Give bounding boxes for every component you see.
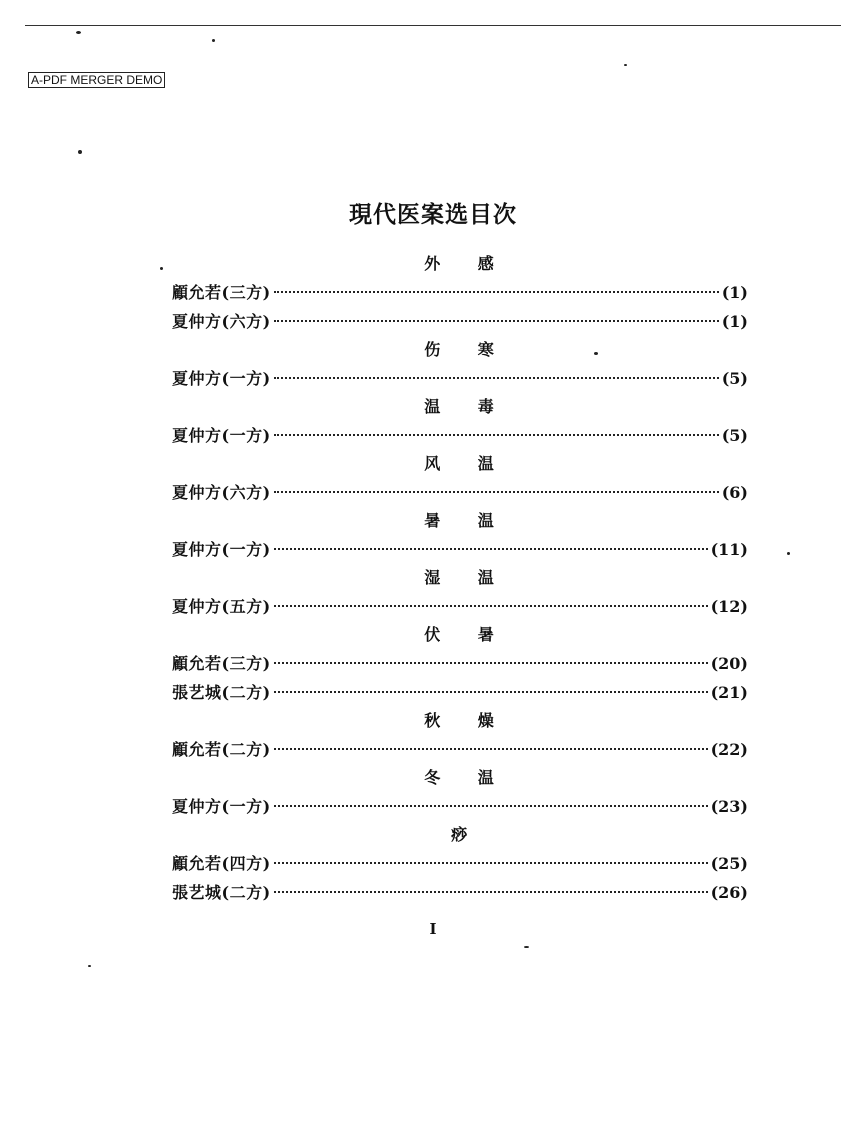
scan-speck: [524, 946, 529, 948]
section-heading: 湿 温: [424, 568, 496, 587]
section-heading: 外 感: [424, 254, 496, 273]
toc-entry-page: (22): [710, 740, 748, 759]
dot-leader: [274, 604, 708, 607]
toc-entry-page: (11): [710, 540, 748, 559]
toc-entry: [172, 792, 748, 821]
toc-entry: [172, 307, 748, 336]
scan-speck: [88, 965, 91, 967]
dot-leader: [274, 376, 719, 379]
toc-entry-name: 張艺城(二方): [172, 883, 271, 902]
section-heading: 伤 寒: [424, 340, 496, 359]
toc-entry-page: (6): [721, 483, 748, 502]
toc-entry: [172, 678, 748, 707]
toc-entry-page: (20): [710, 654, 748, 673]
toc-entry-name: 顧允若(三方): [172, 654, 271, 673]
toc-entry-name: 夏仲方(一方): [172, 797, 271, 816]
section-heading: 秋 燥: [424, 711, 496, 730]
toc-entry-name: 夏仲方(一方): [172, 369, 271, 388]
toc-entry-page: (25): [710, 854, 748, 873]
toc-entry-page: (26): [710, 883, 748, 902]
top-rule: [25, 25, 841, 26]
toc-entry-page: (23): [710, 797, 748, 816]
dot-leader: [274, 747, 708, 750]
dot-leader: [274, 804, 708, 807]
section-heading: 冬 温: [424, 768, 496, 787]
scan-speck: [212, 39, 215, 42]
dot-leader: [274, 490, 719, 493]
toc-entry-name: 夏仲方(六方): [172, 312, 271, 331]
toc-entry-page: (21): [710, 683, 748, 702]
table-of-contents: [172, 250, 748, 907]
toc-entry: [172, 649, 748, 678]
toc-entry: [172, 535, 748, 564]
section-heading: 暑 温: [424, 511, 496, 530]
scan-speck: [76, 31, 81, 34]
toc-entry: [172, 478, 748, 507]
toc-entry-page: (1): [721, 312, 748, 331]
toc-entry-name: 夏仲方(一方): [172, 426, 271, 445]
dot-leader: [274, 290, 719, 293]
page-number: I: [429, 920, 437, 938]
dot-leader: [274, 547, 708, 550]
toc-entry: [172, 278, 748, 307]
section-heading: 痧: [450, 825, 469, 844]
dot-leader: [274, 690, 708, 693]
page-title: 現代医案选目次: [349, 202, 517, 228]
toc-entry-name: 夏仲方(五方): [172, 597, 271, 616]
toc-entry: [172, 735, 748, 764]
toc-entry: [172, 364, 748, 393]
dot-leader: [274, 661, 708, 664]
toc-entry-page: (12): [710, 597, 748, 616]
toc-entry-page: (1): [721, 283, 748, 302]
dot-leader: [274, 319, 719, 322]
scan-speck: [787, 552, 790, 555]
toc-entry-name: 顧允若(二方): [172, 740, 271, 759]
dot-leader: [274, 433, 719, 436]
toc-entry-name: 張艺城(二方): [172, 683, 271, 702]
toc-entry-name: 顧允若(四方): [172, 854, 271, 873]
section-heading: 温 毒: [424, 397, 496, 416]
section-heading: 风 温: [424, 454, 496, 473]
section-heading: 伏 暑: [424, 625, 496, 644]
toc-entry-name: 夏仲方(六方): [172, 483, 271, 502]
scan-speck: [78, 150, 82, 154]
scan-speck: [594, 352, 598, 355]
toc-entry-name: 夏仲方(一方): [172, 540, 271, 559]
toc-entry: [172, 849, 748, 878]
toc-entry: [172, 421, 748, 450]
toc-entry: [172, 878, 748, 907]
toc-entry-name: 顧允若(三方): [172, 283, 271, 302]
dot-leader: [274, 861, 708, 864]
dot-leader: [274, 890, 708, 893]
toc-entry-page: (5): [721, 369, 748, 388]
toc-entry-page: (5): [721, 426, 748, 445]
scan-speck: [160, 267, 163, 270]
scan-speck: [624, 64, 627, 66]
watermark-stamp: A-PDF MERGER DEMO: [28, 72, 165, 88]
toc-entry: [172, 592, 748, 621]
